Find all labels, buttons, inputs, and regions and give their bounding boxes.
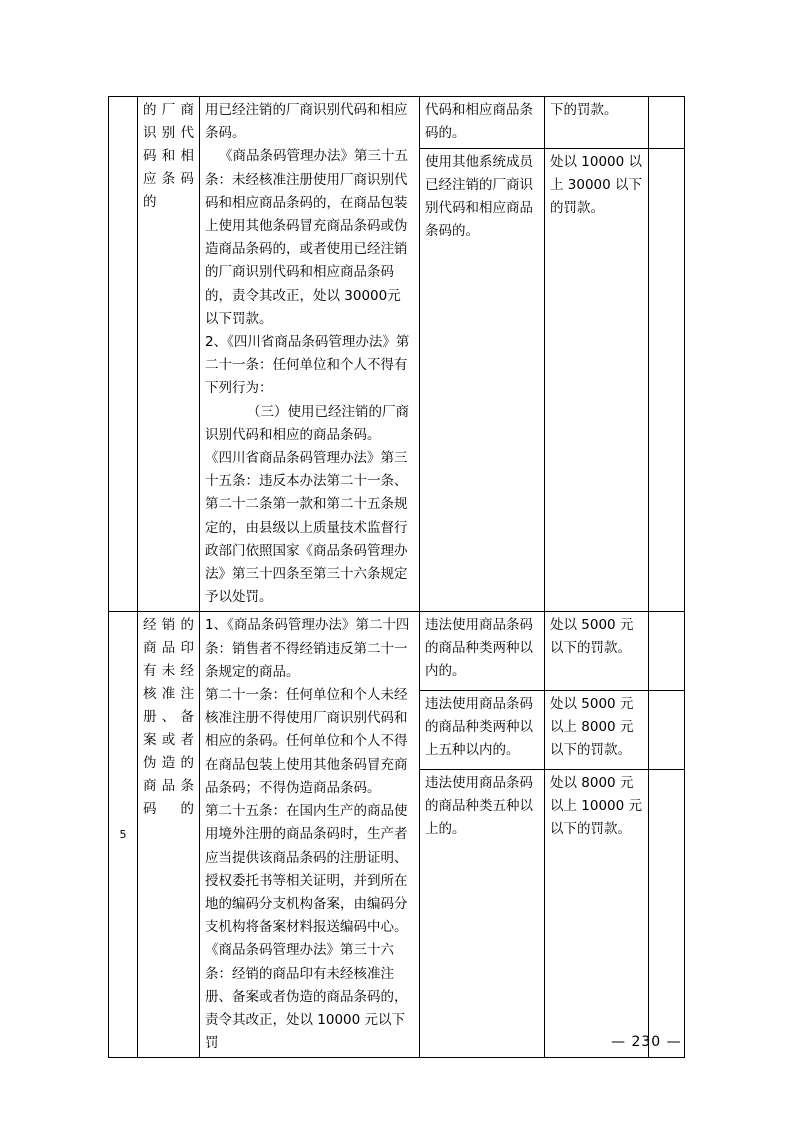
table-row [109,97,685,149]
legal-basis-paragraph: 用已经注销的厂商识别代码和相应条码。 [205,102,408,142]
table-row [109,612,685,691]
legal-basis-cell [200,97,420,612]
legal-basis-paragraph: 《商品条码管理办法》第三十六条：经销的商品印有未经核准注册、备案或者伪造的商品条码的，责令其改正，处以 10000 元以下罚 [205,942,408,1052]
legal-basis-paragraph: 《四川省商品条码管理办法》第三十五条：违反本办法第二十一条、第二十二条第一款和第二十五条规定的，由县级以上质量技术监督行政部门依照国家《商品条码管理办法》第三十四条至第三十六条规定予以处罚。 [205,450,408,606]
legal-basis-cell [200,612,420,1058]
legal-basis-paragraph: 1、《商品条码管理办法》第二十四条：销售者不得经销违反第二十一条规定的商品。 [205,617,410,680]
circumstance-cell: 代码和相应商品条码的。 [420,97,545,149]
note-cell [649,769,685,1057]
note-cell [649,691,685,770]
row-number-cell [109,97,138,612]
note-cell [649,149,685,612]
legal-basis-paragraph: 《商品条码管理办法》第三十五条：未经核准注册使用厂商识别代码和相应商品条码的，在商品包装上使用其他条码冒充商品条码或伪造商品条码的，或者使用已经注销的厂商识别代码和相应商品条码的，责令其改正，处以 30000元以下罚款。 [205,148,408,327]
row-number-cell: 5 [109,612,138,1058]
violation-name-cell: 的厂商识别代码和相应条码的 [138,97,200,612]
penalty-cell: 下的罚款。 [545,97,649,149]
penalty-cell: 处以 10000 以上 30000 以下的罚款。 [545,149,649,612]
legal-basis-paragraph: 2、《四川省商品条码管理办法》第二十一条：任何单位和个人不得有下列行为： [205,334,410,397]
penalty-table [108,96,685,1058]
legal-basis-paragraph: 第二十一条：任何单位和个人未经核准注册不得使用厂商识别代码和相应的条码。任何单位和个人不得在商品包装上使用其他条码冒充商品条码；不得伪造商品条码。 [205,687,408,796]
violation-name-cell: 经销的商品印有未经核准注册、备案或者伪造的商品条码的 [138,612,200,1058]
circumstance-cell: 违法使用商品条码的商品种类两种以上五种以内的。 [420,691,545,770]
legal-basis-paragraph: （三）使用已经注销的厂商识别代码和相应的商品条码。 [205,403,409,443]
circumstance-cell: 使用其他系统成员已经注销的厂商识别代码和相应商品条码的。 [420,149,545,612]
page-number: — 230 — [611,1034,682,1050]
note-cell [649,97,685,149]
circumstance-cell: 违法使用商品条码的商品种类五种以上的。 [420,769,545,1057]
penalty-cell: 处以 5000 元以下的罚款。 [545,612,649,691]
legal-basis-paragraph: 第二十五条：在国内生产的商品使用境外注册的商品条码时，生产者应当提供该商品条码的注册证明、授权委托书等相关证明，并到所在地的编码分支机构备案，由编码分支机构将备案材料报送编码中心。 [205,803,408,936]
circumstance-cell: 违法使用商品条码的商品种类两种以内的。 [420,612,545,691]
note-cell [649,612,685,691]
penalty-cell: 处以 5000 元以上 8000 元以下的罚款。 [545,691,649,770]
penalty-cell: 处以 8000 元以上 10000 元以下的罚款。 [545,769,649,1057]
